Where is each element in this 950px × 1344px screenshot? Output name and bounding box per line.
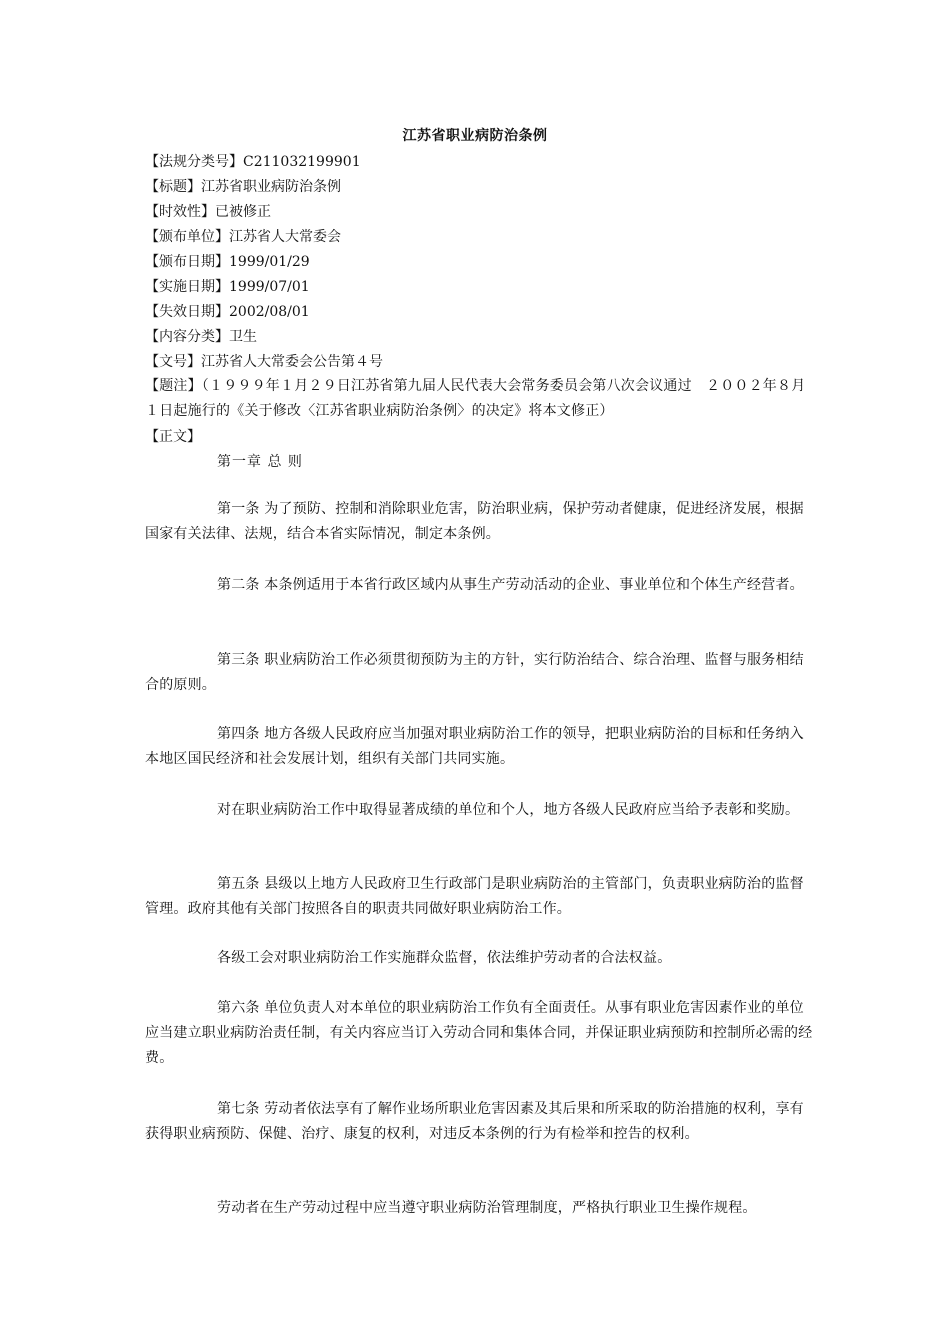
article-2: 第二条 本条例适用于本省行政区域内从事生产劳动活动的企业、事业单位和个体生产经营者。: [217, 577, 804, 593]
body-label: 【正文】: [145, 429, 201, 445]
meta-validity: 【时效性】已被修正: [145, 204, 271, 220]
article-5: 第五条 县级以上地方人民政府卫生行政部门是职业病防治的主管部门，负责职业病防治的监督管理。政府其他有关部门按照各自的职责共同做好职业病防治工作。: [145, 876, 804, 917]
meta-effective-date: 【实施日期】1999/07/01: [145, 279, 310, 295]
article-1: 第一条 为了预防、控制和消除职业危害，防治职业病，保护劳动者健康，促进经济发展，根据国家有关法律、法规，结合本省实际情况，制定本条例。: [145, 501, 804, 542]
chapter-heading: 第一章 总 则: [217, 454, 303, 470]
meta-title: 【标题】江苏省职业病防治条例: [145, 179, 341, 195]
meta-document-number: 【文号】江苏省人大常委会公告第４号: [145, 354, 383, 370]
meta-issue-date: 【颁布日期】1999/01/29: [145, 254, 310, 270]
article-7: 第七条 劳动者依法享有了解作业场所职业危害因素及其后果和所采取的防治措施的权利，享有获得职业病预防、保健、治疗、康复的权利，对违反本条例的行为有检举和控告的权利。: [145, 1101, 804, 1142]
meta-content-category: 【内容分类】卫生: [145, 329, 257, 345]
article-3: 第三条 职业病防治工作必须贯彻预防为主的方针，实行防治结合、综合治理、监督与服务相结合的原则。: [145, 652, 804, 693]
title-note: 【题注】（１９９９年１月２９日江苏省第九届人民代表大会常务委员会第八次会议通过 ２００２年８月１日起施行的《关于修改〈江苏省职业病防治条例〉的决定》将本文修正）: [145, 378, 806, 419]
meta-classification-number: 【法规分类号】C211032199901: [145, 154, 361, 170]
article-4-paragraph-2: 对在职业病防治工作中取得显著成绩的单位和个人，地方各级人民政府应当给予表彰和奖励。: [217, 802, 800, 818]
meta-issuing-body: 【颁布单位】江苏省人大常委会: [145, 229, 341, 245]
article-5-paragraph-2: 各级工会对职业病防治工作实施群众监督，依法维护劳动者的合法权益。: [217, 950, 672, 966]
document-title: 江苏省职业病防治条例: [402, 128, 548, 144]
article-7-paragraph-2: 劳动者在生产劳动过程中应当遵守职业病防治管理制度，严格执行职业卫生操作规程。: [217, 1200, 757, 1216]
article-4: 第四条 地方各级人民政府应当加强对职业病防治工作的领导，把职业病防治的目标和任务纳入本地区国民经济和社会发展计划，组织有关部门共同实施。: [145, 726, 804, 767]
meta-expiry-date: 【失效日期】2002/08/01: [145, 304, 310, 320]
article-6: 第六条 单位负责人对本单位的职业病防治工作负有全面责任。从事有职业危害因素作业的单位应当建立职业病防治责任制，有关内容应当订入劳动合同和集体合同，并保证职业病预防和控制所必需的经费。: [145, 1000, 813, 1066]
